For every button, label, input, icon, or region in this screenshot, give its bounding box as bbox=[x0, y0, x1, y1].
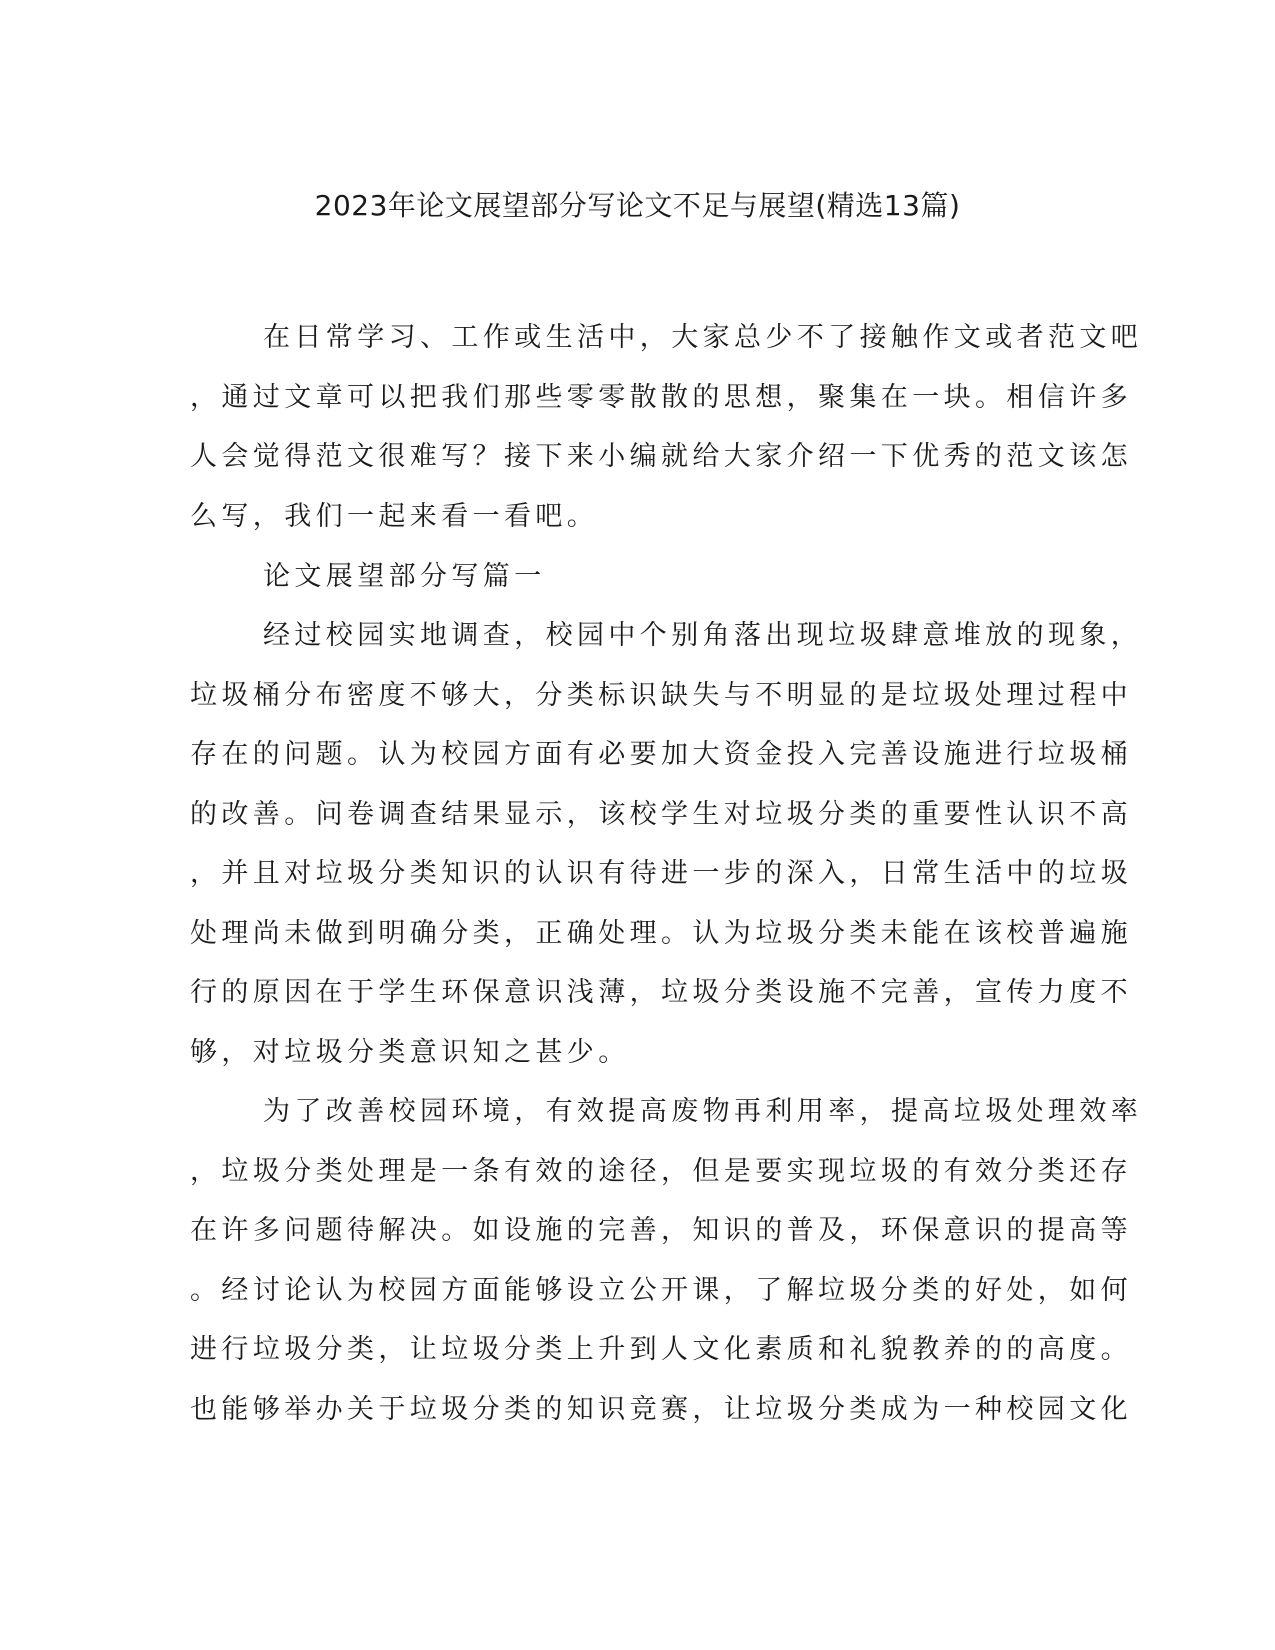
paragraph-line: 在许多问题待解决。如设施的完善，知识的普及，环保意识的提高等 bbox=[190, 1215, 1132, 1246]
paragraph-line: ，并且对垃圾分类知识的认识有待进一步的深入，日常生活中的垃圾 bbox=[190, 858, 1132, 889]
paragraph-line: ，垃圾分类处理是一条有效的途径，但是要实现垃圾的有效分类还存 bbox=[190, 1156, 1132, 1187]
paragraph-line: 也能够举办关于垃圾分类的知识竞赛，让垃圾分类成为一种校园文化 bbox=[190, 1394, 1132, 1425]
paragraph-line: 够，对垃圾分类意识知之甚少。 bbox=[190, 1037, 630, 1068]
paragraph-line: ，通过文章可以把我们那些零零散散的思想，聚集在一块。相信许多 bbox=[190, 382, 1132, 413]
paragraph-line: 行的原因在于学生环保意识浅薄，垃圾分类设施不完善，宣传力度不 bbox=[190, 977, 1132, 1008]
paragraph-line: 的改善。问卷调查结果显示，该校学生对垃圾分类的重要性认识不高 bbox=[190, 799, 1132, 830]
paragraph-line: 处理尚未做到明确分类，正确处理。认为垃圾分类未能在该校普遍施 bbox=[190, 918, 1132, 949]
paragraph-line: 在日常学习、工作或生活中，大家总少不了接触作文或者范文吧 bbox=[263, 322, 1143, 353]
paragraph-line: 存在的问题。认为校园方面有必要加大资金投入完善设施进行垃圾桶 bbox=[190, 739, 1132, 770]
paragraph-line: 经过校园实地调查，校园中个别角落出现垃圾肆意堆放的现象， bbox=[263, 620, 1143, 651]
paragraph-line: 进行垃圾分类，让垃圾分类上升到人文化素质和礼貌教养的的高度。 bbox=[190, 1334, 1132, 1365]
document-title: 2023年论文展望部分写论文不足与展望(精选13篇) bbox=[314, 189, 961, 222]
section-heading: 论文展望部分写篇一 bbox=[263, 561, 546, 592]
paragraph-line: 。经讨论认为校园方面能够设立公开课，了解垃圾分类的好处，如何 bbox=[190, 1275, 1132, 1306]
paragraph-line: 人会觉得范文很难写？接下来小编就给大家介绍一下优秀的范文该怎 bbox=[190, 441, 1132, 472]
paragraph-line: 垃圾桶分布密度不够大，分类标识缺失与不明显的是垃圾处理过程中 bbox=[190, 680, 1132, 711]
paragraph-line: 么写，我们一起来看一看吧。 bbox=[190, 501, 599, 532]
paragraph-line: 为了改善校园环境，有效提高废物再利用率，提高垃圾处理效率 bbox=[263, 1096, 1143, 1127]
